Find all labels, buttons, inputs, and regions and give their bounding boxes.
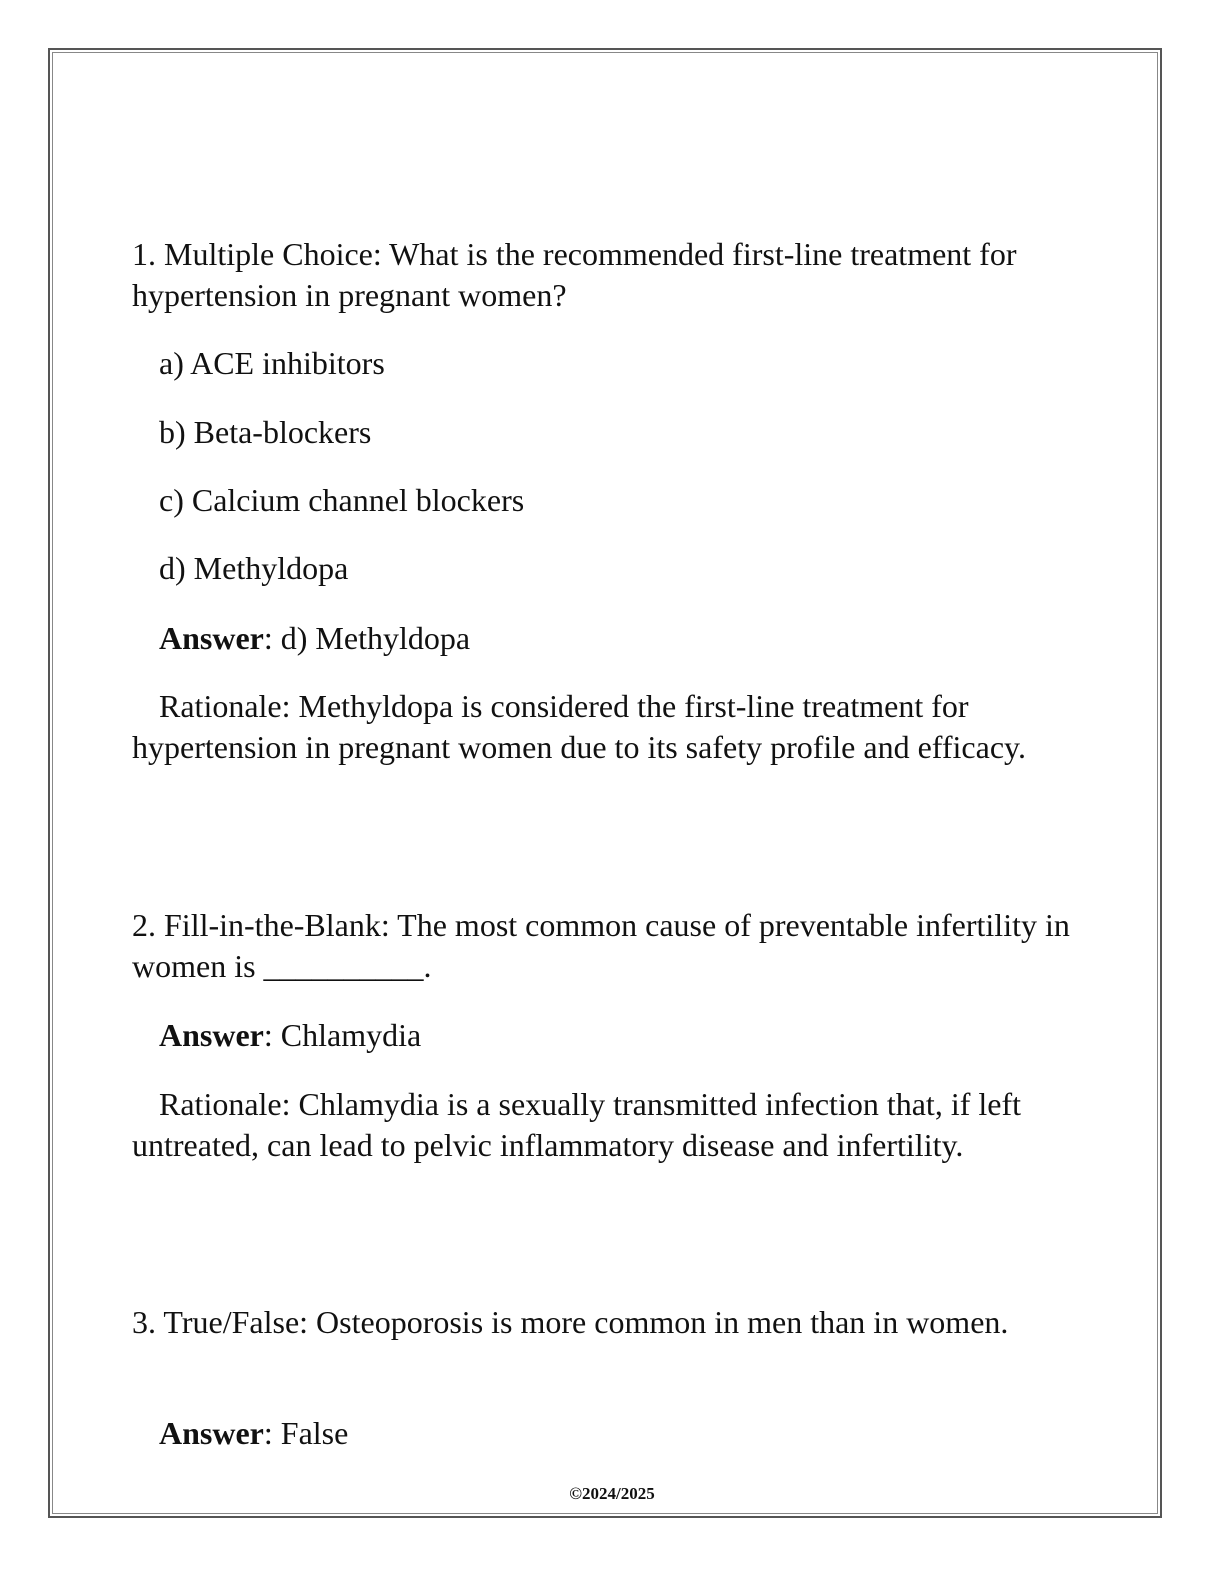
answer-label: Answer xyxy=(159,620,264,656)
question-2-answer xyxy=(132,1015,1099,1056)
question-1-option-a: a) ACE inhibitors xyxy=(159,345,385,381)
question-3-text: 3. True/False: Osteoporosis is more common in men than in women. xyxy=(132,1304,1009,1340)
question-1-option-b: b) Beta-blockers xyxy=(159,414,372,450)
copyright-footer: ©2024/2025 xyxy=(569,1484,655,1503)
question-1-option-c: c) Calcium channel blockers xyxy=(159,482,525,518)
answer-label: Answer xyxy=(159,1415,264,1451)
question-3-answer xyxy=(132,1413,1099,1454)
question-1-rationale: Rationale: Methyldopa is considered the first-line treatment for hypertension in pregnant women due to its safety profile and efficacy. xyxy=(132,688,1026,765)
answer-value: : False xyxy=(263,1415,349,1451)
question-1-text: 1. Multiple Choice: What is the recommended first-line treatment for hypertension in pregnant women? xyxy=(132,236,1017,313)
answer-label: Answer xyxy=(159,1017,264,1053)
answer-value: : d) Methyldopa xyxy=(263,620,471,656)
question-1-answer xyxy=(132,618,1099,659)
question-1-option-d: d) Methyldopa xyxy=(159,550,349,586)
question-2-text: 2. Fill-in-the-Blank: The most common cause of preventable infertility in women is __________. xyxy=(132,907,1070,984)
answer-value: : Chlamydia xyxy=(263,1017,422,1053)
question-2-rationale: Rationale: Chlamydia is a sexually transmitted infection that, if left untreated, can lead to pelvic inflammatory disease and infertility. xyxy=(132,1086,1021,1163)
